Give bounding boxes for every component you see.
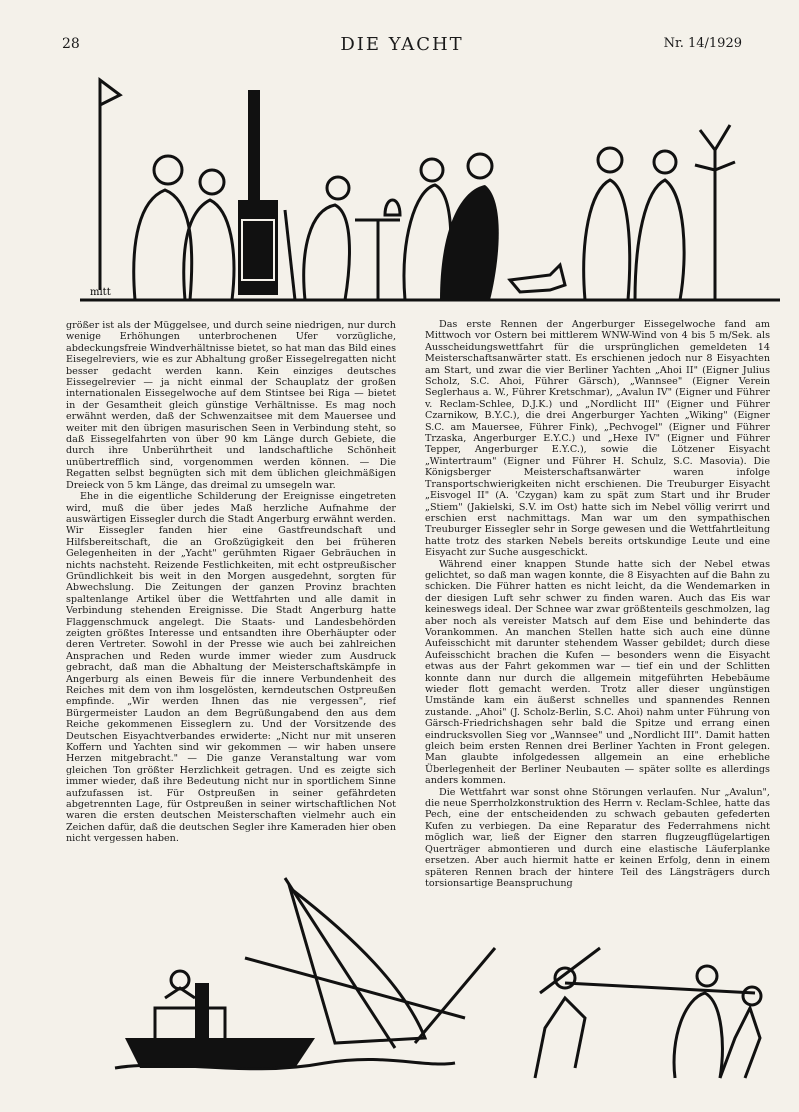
page-header: [62, 36, 742, 58]
chair-1: [285, 210, 295, 300]
iceyacht-tug-illustration: [95, 868, 785, 1093]
paragraph: Während einer knappen Stunde hatte sich der Nebel etwas gelichtet, so daß man wagen konnte, die 8 Eisyachten auf die Bahn zu schicken. Die Führer hatten es nicht leicht, da die Wendemarken in der diesigen Luft sehr schwer zu finden waren. Auch das Eis war keineswegs ideal. Der Schnee war zwar größtenteils geschmolzen, lag aber noch als vereister Matsch auf dem Eise und behinderte das Vorankommen. An manchen Stellen hatte sich auch eine dünne Aufeisschicht mit darunter stehendem Wasser gebildet; durch diese Aufeisschicht brachen die Kufen — besonders wenn die Eisyacht etwas aus der Fahrt gekommen war — tief ein und der Schlitten konnte dann nur durch die allgemein mitgeführten Hebebäume wieder flott gemacht werden. Trotz aller dieser ungünstigen Umstände kam ein äußerst schnelles und spannendes Rennen zustande. „Ahoi" (J. Scholz-Berlin, S.C. Ahoi) nahm unter Führung von Gärsch-Friedrichshagen sehr bald die Spitze und errang einen eindrucksvollen Sieg vor „Wannsee" und „Nordlicht III". Damit hatten gleich beim ersten Rennen drei Berliner Yachten in Front gelegen. Man glaubte infolgedessen allgemein an eine erhebliche Überlegenheit der Berliner Neubauten — später sollte es allerdings anders kommen.: [425, 558, 770, 787]
paragraph: größer ist als der Müggelsee, und durch seine niedrigen, nur durch wenige Erhöhungen unterbrochenen Ufer vorzügliche, abdeckungsfreie Windverhältnisse bietet, so hat man das Bild eines Eisegelreviers, wie es zur Abhaltung großer Eissegelregatten nicht besser gedacht werden kann. Kein einziges deutsches Eissegelrevier — ja nicht einmal der Schauplatz der großen internationalen Eissegelwoche auf dem Stintsee bei Riga — bietet in der Gesamtheit gleich günstige Verhältnisse. Es mag noch erwähnt werden, daß der Schwenzaitsee mit dem Mauersee und weiter mit den übrigen masurischen Seen in Verbindung steht, so daß Eissegelfahrten von über 90 km Länge durch Gebiete, die durch ihre Unberührtheit und landschaftliche Schönheit unübertrefflich sind, vorgenommen werden können. — Die Regatten selbst begnügten sich mit dem üblichen gleichmäßigen Dreieck von 5 km Länge, das dreimal zu umsegeln war.: [66, 320, 396, 491]
woman-sitting: [304, 205, 350, 300]
man-pulling: [535, 998, 585, 1078]
man-head-4: [598, 148, 622, 172]
man-head-2: [421, 159, 443, 181]
man-standing-2: [584, 180, 630, 300]
yacht-boom: [415, 948, 495, 1043]
woman-head-2: [327, 177, 349, 199]
paragraph: Das erste Rennen der Angerburger Eissegelwoche fand am Mittwoch vor Ostern bei mittlerem WNW-Wind von 4 bis 5 m/Sek. als Ausscheidungswettfahrt für die ursprünglichen gemeldeten 14 Meisterschaftsanwärter statt. Es erschienen jedoch nur 8 Eisyachten am Start, und zwar die vier Berliner Yachten „Ahoi II" (Eigner Julius Scholz, S.C. Ahoi, Führer Gärsch), „Wannsee" (Eigner Verein Seglerhaus a. W., Führer Kretschmar), „Avalun IV" (Eigner und Führer v. Reclam-Schlee, D.J.K.) und „Nordlicht III" (Eigner und Führer Czarnikow, B.Y.C.), die drei Angerburger Yachten „Wiking" (Eigner S.C. am Mauersee, Führer Fink), „Pechvogel" (Eigner und Führer Trzaska, Angerburger E.Y.C.) und „Hexe IV" (Eigner und Führer Tepper, Angerburger E.Y.C.), sowie die Lötzener Eisyacht „Wintertraum" (Eigner und Führer H. Schulz, S.C. Masovia). Die Königsberger Meisterschaftsanwärter waren infolge Transportschwierigkeiten nicht erschienen. Die Treuburger Eisyacht „Eisvogel II" (A. 'Czygan) kam zu spät zum Start und ihr Bruder „Stiem" (Jakielski, S.V. im Ost) hatte sich im Nebel völlig verirrt und erschien erst nachmittags. Man war um den sympathischen Treuburger Eissegler sehr in Sorge gewesen und die Wettfahrtleitung hatte trotz des starken Nebels bereits ortskundige Leute und eine Eisyacht zur Suche ausgeschickt.: [425, 319, 770, 559]
girl-pulling-head: [743, 987, 761, 1005]
masthead: DIE YACHT: [340, 34, 464, 55]
text-column-right: [425, 319, 770, 917]
dog: [510, 265, 565, 292]
text-column-left: [66, 320, 396, 865]
flag-pole: [100, 80, 120, 290]
page-number: 28: [62, 36, 80, 52]
stove: [238, 90, 278, 295]
yacht-mast: [285, 878, 395, 1048]
coffee-pot: [385, 200, 400, 215]
woman-head-1: [200, 170, 224, 194]
ice-cafe-illustration: [80, 70, 780, 310]
woman-head-3: [468, 154, 492, 178]
man-standing-3: [635, 180, 684, 300]
man-head-5: [654, 151, 676, 173]
yacht-runner: [245, 958, 465, 1018]
tow-rope: [565, 983, 755, 993]
yacht-sail: [290, 888, 425, 1043]
issue-number: Nr. 14/1929: [663, 36, 742, 51]
paragraph: Ehe in die eigentliche Schilderung der Ereignisse eingetreten wird, muß die über jedes Maß herzliche Aufnahme der auswärtigen Eissegler durch die Stadt Angerburg erwähnt werden. Wir Eissegler fanden hier eine Gastfreundschaft und Hilfsbereitschaft, die an Großzügigkeit den bei früheren Gelegenheiten in der „Yacht" gerühmten Rigaer Gebräuchen in nichts nachsteht. Reizende Festlichkeiten, mit echt ostpreußischer Gründlichkeit bis weit in den Morgen ausgedehnt, sorgten für Abwechslung. Die Zeitungen der ganzen Provinz brachten spaltenlange Artikel über die Wettfahrten und alle damit in Verbindung stehenden Ereignisse. Die Stadt Angerburg hatte Flaggenschmuck angelegt. Die Staats- und Landesbehörden zeigten größtes Interesse und entsandten ihre Oberhäupter oder deren Vertreter. Sowohl in der Presse wie auch bei zahlreichen Ansprachen und Reden wurde immer wieder zum Ausdruck gebracht, daß man die Abhaltung der Meisterschaftskämpfe in Angerburg als einen Beweis für die innere Verbundenheit des Reiches mit dem von ihm losgelösten, kerndeutschen Ostpreußen empfinde. „Wir werden Ihnen das nie vergessen", rief Bürgermeister Laudon an dem Begrüßungabend den aus dem Reiche gekommenen Eisseglern zu. Und der Vorsitzende des Deutschen Eisyachtverbandes erwiderte: „Nicht nur mit unseren Koffern und Yachten sind wir gekommen — wir haben unsere Herzen mitgebracht." — Die ganze Veranstaltung war vom gleichen Ton größter Herzlichkeit getragen. Und es zeigte sich immer wieder, daß ihre Bedeutung nicht nur in sportlichem Sinne aufzufassen ist. Für Ostpreußen in seiner gefährdeten abgetrennten Lage, für Ostpreußen in seiner wirtschaftlichen Not waren die ersten deutschen Meisterschaften vielmehr auch ein Zeichen dafür, daß die deutschen Segler ihre Kameraden hier oben nicht vergessen haben.: [66, 491, 396, 845]
girl-pulling: [720, 1008, 760, 1078]
man-head-1: [154, 156, 182, 184]
child-pulling-head: [697, 966, 717, 986]
illustration-signature: mitt: [90, 287, 111, 298]
steamboat: [125, 971, 315, 1068]
child-pulling: [674, 993, 722, 1078]
woman-dark-coat: [440, 185, 499, 300]
paragraph: Die Wettfahrt war sonst ohne Störungen verlaufen. Nur „Avalun", die neue Sperrholzkonstruktion des Herrn v. Reclam-Schlee, hatte das Pech, eine der entscheidenden zu schwach gebauten gefederten Kufen zu verbiegen. Da eine Reparatur des Federrahmens nicht möglich war, ließ der Eigner den starren flugzeugflügelartigen Querträger abmontieren und durch eine elastische Läuferplanke ersetzen. Aber auch hiermit hatte er keinen Erfolg, denn in einem späteren Rennen brach der hintere Teil des Längsträgers durch torsionsartige Beanspruchung: [425, 786, 770, 889]
